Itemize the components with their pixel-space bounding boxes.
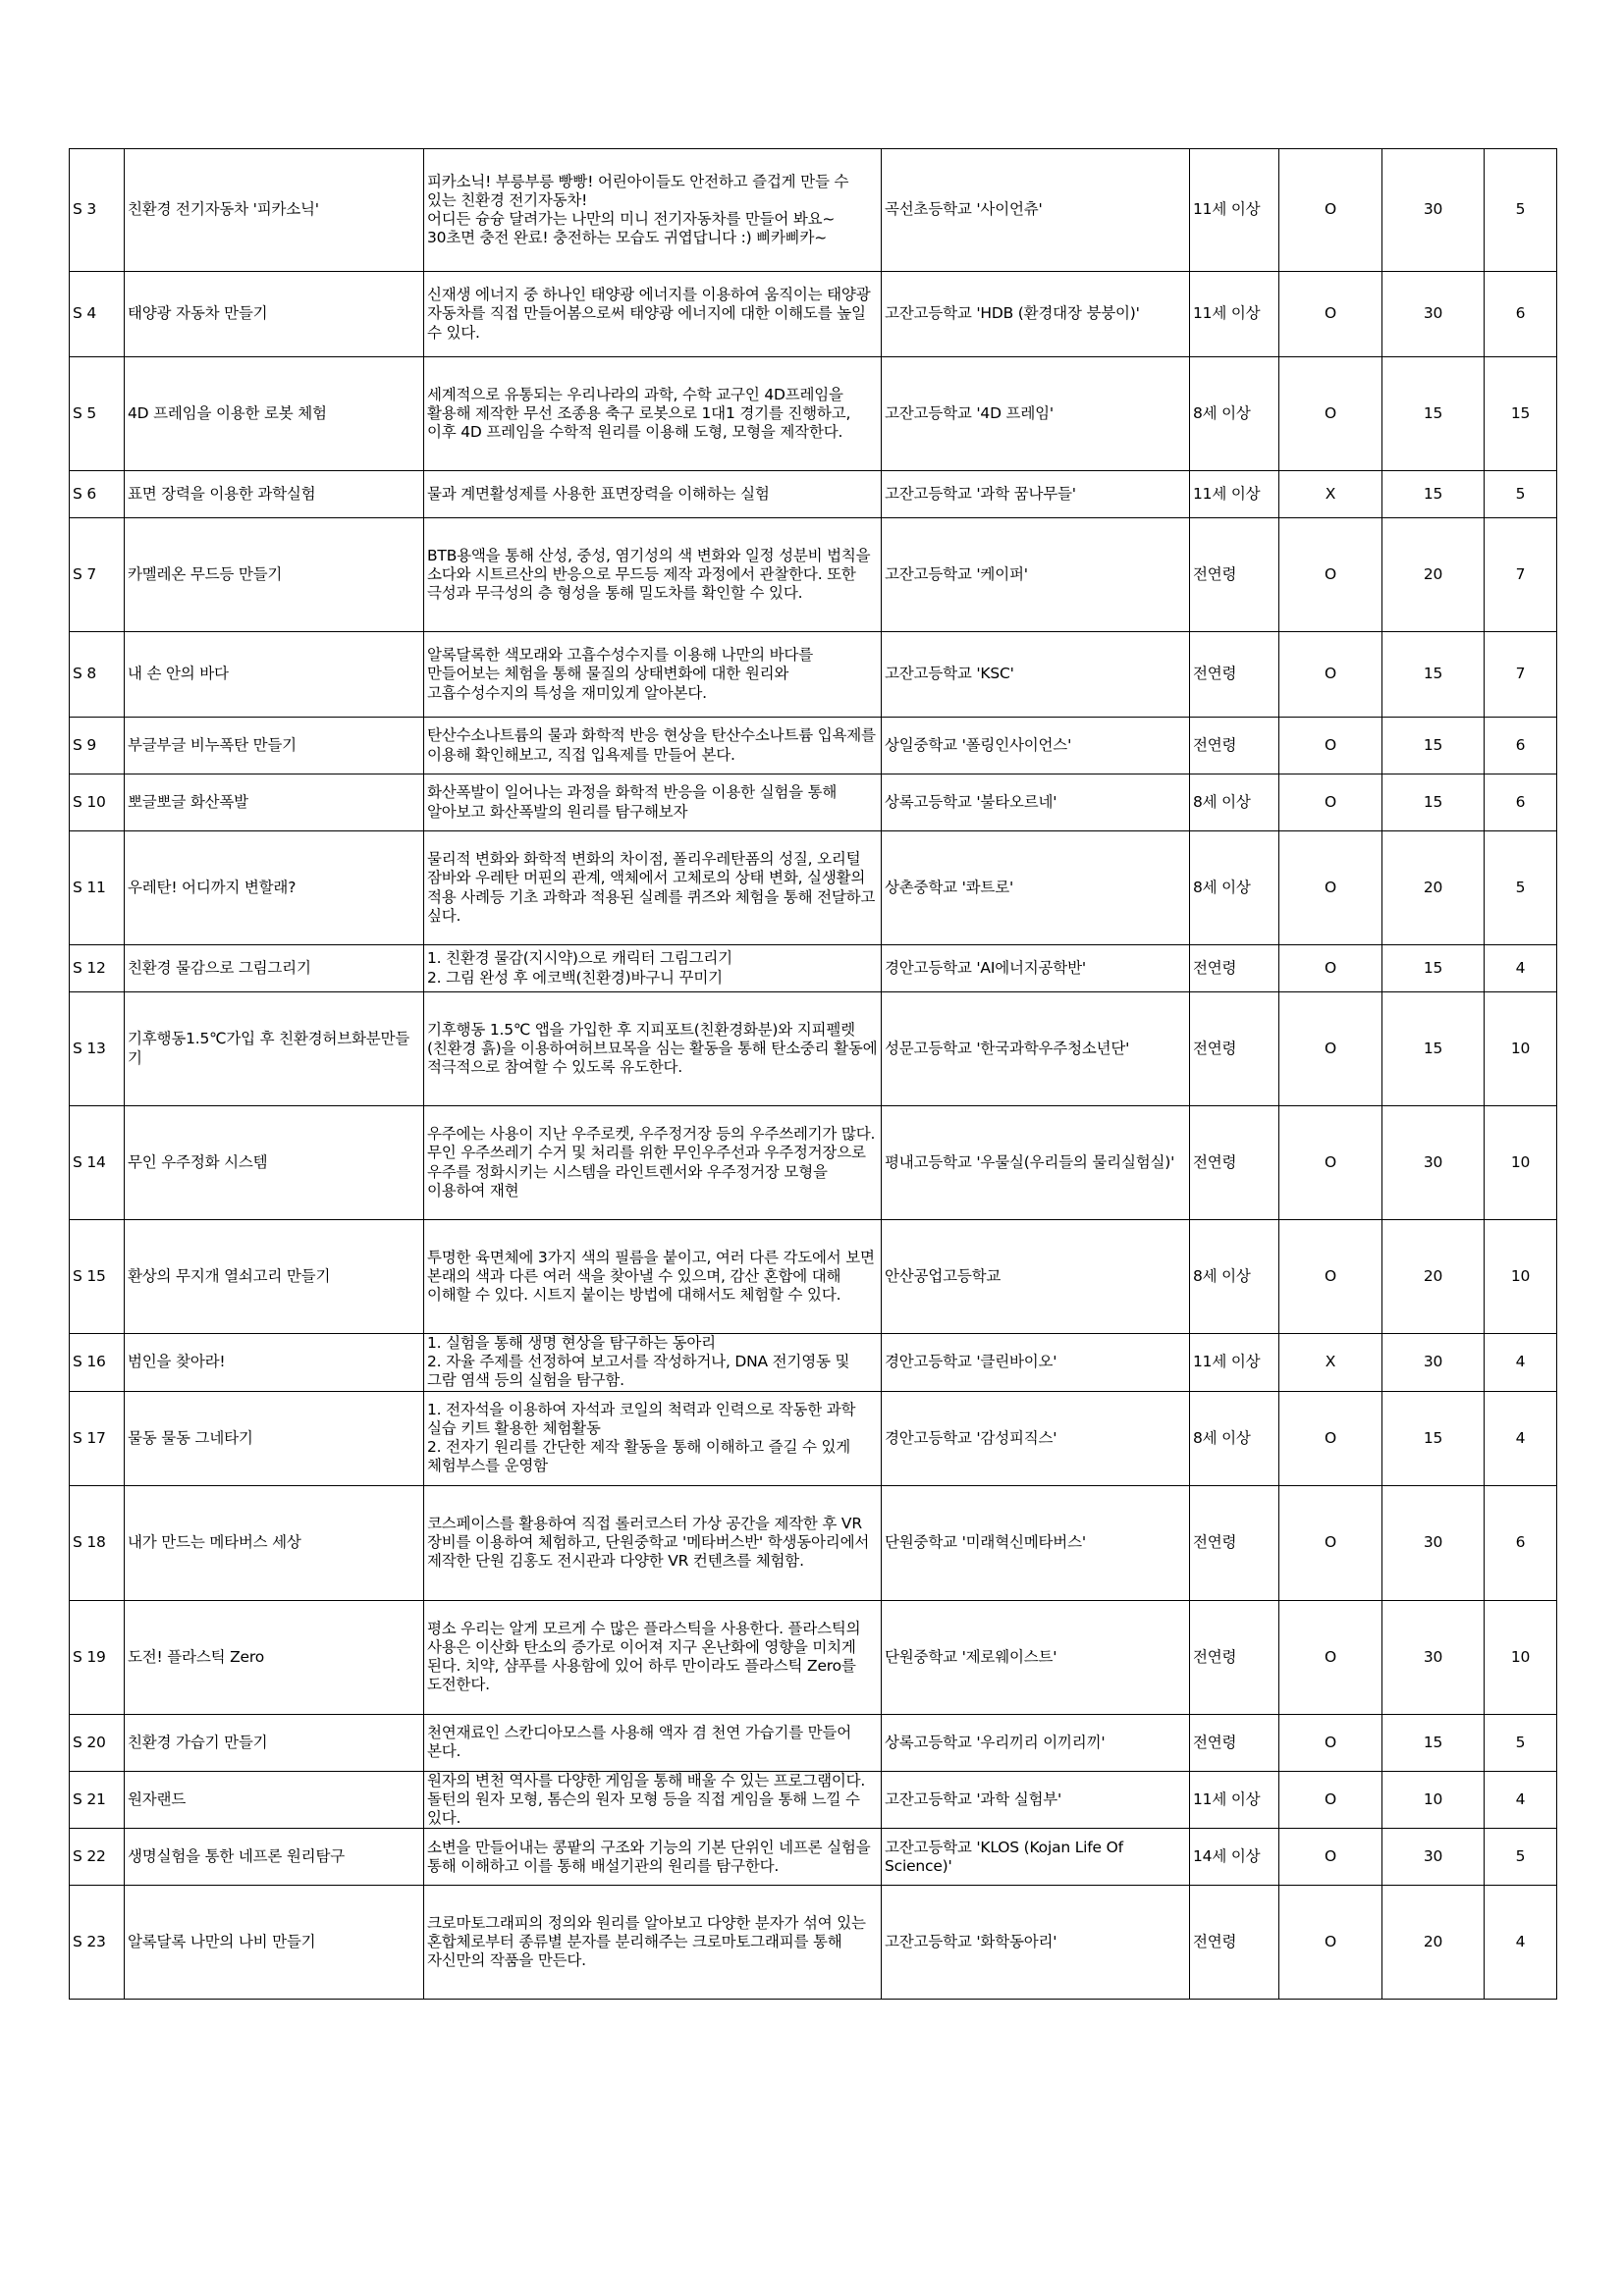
program-ox: O [1279, 718, 1382, 774]
program-school: 평내고등학교 '우물실(우리들의 물리실험실)' [882, 1106, 1190, 1220]
program-ox: O [1279, 1829, 1382, 1886]
program-school: 단원중학교 '제로웨이스트' [882, 1600, 1190, 1714]
program-description: 1. 전자석을 이용하여 자석과 코일의 척력과 인력으로 작동한 과학 실습 키트 활용한 체험활동 2. 전자기 원리를 간단한 제작 활동을 통해 이해하고 즐길 수 있게 체험부스를 운영함 [424, 1391, 882, 1485]
program-count: 15 [1485, 357, 1557, 471]
program-ox: O [1279, 1771, 1382, 1829]
program-title: 4D 프레임을 이용한 로봇 체험 [125, 357, 424, 471]
program-ox: O [1279, 149, 1382, 272]
program-age: 8세 이상 [1190, 357, 1279, 471]
table-row [70, 1600, 1557, 1714]
program-school: 곡선초등학교 '사이언츄' [882, 149, 1190, 272]
program-capacity: 15 [1382, 992, 1485, 1106]
program-description: 코스페이스를 활용하여 직접 롤러코스터 가상 공간을 제작한 후 VR 장비를 이용하여 체험하고, 단원중학교 '메타버스반' 학생동아리에서 제작한 단원 김홍도 전시관과 다양한 VR 컨텐츠를 체험함. [424, 1485, 882, 1600]
program-age: 전연령 [1190, 945, 1279, 992]
program-title: 내가 만드는 메타버스 세상 [125, 1485, 424, 1600]
program-age: 전연령 [1190, 1485, 1279, 1600]
program-school: 고잔고등학교 '케이퍼' [882, 518, 1190, 632]
program-school: 고잔고등학교 'KSC' [882, 632, 1190, 718]
program-capacity: 15 [1382, 632, 1485, 718]
program-age: 전연령 [1190, 1600, 1279, 1714]
table-row [70, 272, 1557, 357]
program-count: 5 [1485, 831, 1557, 945]
program-capacity: 20 [1382, 831, 1485, 945]
program-age: 11세 이상 [1190, 149, 1279, 272]
program-description: 원자의 변천 역사를 다양한 게임을 통해 배울 수 있는 프로그램이다. 돌턴의 원자 모형, 톰슨의 원자 모형 등을 직접 게임을 통해 느낄 수 있다. [424, 1771, 882, 1829]
program-title: 친환경 가습기 만들기 [125, 1714, 424, 1771]
program-capacity: 20 [1382, 518, 1485, 632]
program-title: 내 손 안의 바다 [125, 632, 424, 718]
table-row [70, 1886, 1557, 2000]
program-description: 투명한 육면체에 3가지 색의 필름을 붙이고, 여러 다른 각도에서 보면 본래의 색과 다른 여러 색을 찾아낼 수 있으며, 감산 혼합에 대해 이해할 수 있다. 시트지 붙이는 방법에 대해서도 체험할 수 있다. [424, 1220, 882, 1334]
program-school: 고잔고등학교 'HDB (환경대장 붕붕이)' [882, 272, 1190, 357]
program-code: S 3 [70, 149, 125, 272]
program-title: 원자랜드 [125, 1771, 424, 1829]
program-code: S 14 [70, 1106, 125, 1220]
program-code: S 8 [70, 632, 125, 718]
program-table [69, 148, 1557, 2000]
table-row [70, 945, 1557, 992]
program-capacity: 15 [1382, 1391, 1485, 1485]
program-age: 8세 이상 [1190, 831, 1279, 945]
program-school: 상촌중학교 '콰트로' [882, 831, 1190, 945]
program-count: 5 [1485, 471, 1557, 518]
program-title: 기후행동1.5℃가입 후 친환경허브화분만들기 [125, 992, 424, 1106]
program-ox: O [1279, 272, 1382, 357]
program-description: 화산폭발이 일어나는 과정을 화학적 반응을 이용한 실험을 통해 알아보고 화산폭발의 원리를 탐구해보자 [424, 774, 882, 831]
program-age: 전연령 [1190, 1106, 1279, 1220]
table-row [70, 1771, 1557, 1829]
table-row [70, 1334, 1557, 1392]
program-description: 물리적 변화와 화학적 변화의 차이점, 폴리우레탄폼의 성질, 오리털 잠바와 우레탄 머핀의 관계, 액체에서 고체로의 상태 변화, 실생활의 적용 사례등 기초 과학과 적용된 실례를 퀴즈와 체험을 통해 전달하고 싶다. [424, 831, 882, 945]
program-description: 크로마토그래피의 정의와 원리를 알아보고 다양한 분자가 섞여 있는 혼합체로부터 종류별 분자를 분리해주는 크로마토그래피를 통해 자신만의 작품을 만든다. [424, 1886, 882, 2000]
table-row [70, 831, 1557, 945]
program-code: S 20 [70, 1714, 125, 1771]
program-count: 5 [1485, 1714, 1557, 1771]
program-school: 단원중학교 '미래혁신메타버스' [882, 1485, 1190, 1600]
program-ox: O [1279, 1600, 1382, 1714]
program-ox: X [1279, 471, 1382, 518]
table-row [70, 471, 1557, 518]
program-count: 4 [1485, 1771, 1557, 1829]
program-title: 우레탄! 어디까지 변할래? [125, 831, 424, 945]
program-ox: O [1279, 1106, 1382, 1220]
table-row [70, 518, 1557, 632]
program-ox: O [1279, 518, 1382, 632]
table-row [70, 1714, 1557, 1771]
program-code: S 23 [70, 1886, 125, 2000]
program-code: S 22 [70, 1829, 125, 1886]
program-code: S 11 [70, 831, 125, 945]
program-title: 환상의 무지개 열쇠고리 만들기 [125, 1220, 424, 1334]
program-capacity: 15 [1382, 357, 1485, 471]
program-age: 11세 이상 [1190, 1771, 1279, 1829]
program-age: 11세 이상 [1190, 1334, 1279, 1392]
program-code: S 9 [70, 718, 125, 774]
program-description: 물과 계면활성제를 사용한 표면장력을 이해하는 실험 [424, 471, 882, 518]
program-school: 고잔고등학교 '화학동아리' [882, 1886, 1190, 2000]
program-age: 8세 이상 [1190, 1391, 1279, 1485]
program-code: S 16 [70, 1334, 125, 1392]
program-description: 1. 친환경 물감(지시약)으로 캐릭터 그림그리기 2. 그림 완성 후 에코백(친환경)바구니 꾸미기 [424, 945, 882, 992]
program-school: 상록고등학교 '불타오르네' [882, 774, 1190, 831]
program-ox: O [1279, 1391, 1382, 1485]
program-description: 1. 실험을 통해 생명 현상을 탐구하는 동아리 2. 자율 주제를 선정하여 보고서를 작성하거나, DNA 전기영동 및 그람 염색 등의 실험을 탐구함. [424, 1334, 882, 1392]
program-code: S 6 [70, 471, 125, 518]
program-count: 10 [1485, 1106, 1557, 1220]
program-capacity: 30 [1382, 1600, 1485, 1714]
program-age: 8세 이상 [1190, 774, 1279, 831]
program-capacity: 30 [1382, 1829, 1485, 1886]
program-count: 6 [1485, 272, 1557, 357]
program-count: 6 [1485, 774, 1557, 831]
program-count: 5 [1485, 1829, 1557, 1886]
program-school: 경안고등학교 'AI에너지공학반' [882, 945, 1190, 992]
program-code: S 13 [70, 992, 125, 1106]
program-age: 전연령 [1190, 518, 1279, 632]
program-school: 고잔고등학교 '4D 프레임' [882, 357, 1190, 471]
program-age: 8세 이상 [1190, 1220, 1279, 1334]
program-description: 피카소닉! 부릉부릉 빵빵! 어린아이들도 안전하고 즐겁게 만들 수 있는 친환경 전기자동차! 어디든 슝슝 달려가는 나만의 미니 전기자동차를 만들어 봐요~ 30초면 충전 완료! 충전하는 모습도 귀엽답니다 :) 삐카삐카~ [424, 149, 882, 272]
program-title: 친환경 물감으로 그림그리기 [125, 945, 424, 992]
program-description: 평소 우리는 알게 모르게 수 많은 플라스틱을 사용한다. 플라스틱의 사용은 이산화 탄소의 증가로 이어져 지구 온난화에 영향을 미치게 된다. 치약, 샴푸를 사용함에 있어 하루 만이라도 플라스틱 Zero를 도전한다. [424, 1600, 882, 1714]
program-code: S 17 [70, 1391, 125, 1485]
program-capacity: 20 [1382, 1220, 1485, 1334]
program-school: 상록고등학교 '우리끼리 이끼리끼' [882, 1714, 1190, 1771]
program-capacity: 15 [1382, 945, 1485, 992]
program-school: 고잔고등학교 '과학 실험부' [882, 1771, 1190, 1829]
program-ox: O [1279, 1886, 1382, 2000]
program-ox: O [1279, 774, 1382, 831]
program-capacity: 15 [1382, 718, 1485, 774]
program-count: 4 [1485, 1334, 1557, 1392]
table-row [70, 632, 1557, 718]
program-description: 탄산수소나트륨의 물과 화학적 반응 현상을 탄산수소나트륨 입욕제를 이용해 확인해보고, 직접 입욕제를 만들어 본다. [424, 718, 882, 774]
program-count: 4 [1485, 1391, 1557, 1485]
program-capacity: 30 [1382, 149, 1485, 272]
program-description: 세계적으로 유통되는 우리나라의 과학, 수학 교구인 4D프레임을 활용해 제작한 무선 조종용 축구 로봇으로 1대1 경기를 진행하고, 이후 4D 프레임을 수학적 원리를 이용해 도형, 모형을 제작한다. [424, 357, 882, 471]
table-row [70, 992, 1557, 1106]
program-age: 전연령 [1190, 1886, 1279, 2000]
program-age: 전연령 [1190, 718, 1279, 774]
program-code: S 19 [70, 1600, 125, 1714]
program-description: 천연재료인 스칸디아모스를 사용해 액자 겸 천연 가습기를 만들어 본다. [424, 1714, 882, 1771]
program-code: S 10 [70, 774, 125, 831]
program-capacity: 15 [1382, 471, 1485, 518]
program-capacity: 15 [1382, 774, 1485, 831]
program-age: 11세 이상 [1190, 471, 1279, 518]
program-capacity: 30 [1382, 1485, 1485, 1600]
program-ox: O [1279, 945, 1382, 992]
program-description: BTB용액을 통해 산성, 중성, 염기성의 색 변화와 일정 성분비 법칙을 소다와 시트르산의 반응으로 무드등 제작 과정에서 관찰한다. 또한 극성과 무극성의 층 형성을 통해 밀도차를 확인할 수 있다. [424, 518, 882, 632]
table-row [70, 1220, 1557, 1334]
table-body [70, 149, 1557, 2000]
table-row [70, 1485, 1557, 1600]
program-school: 성문고등학교 '한국과학우주청소년단' [882, 992, 1190, 1106]
program-school: 고잔고등학교 'KLOS (Kojan Life Of Science)' [882, 1829, 1190, 1886]
program-code: S 5 [70, 357, 125, 471]
program-title: 친환경 전기자동차 '피카소닉' [125, 149, 424, 272]
program-title: 카멜레온 무드등 만들기 [125, 518, 424, 632]
program-school: 경안고등학교 '감성피직스' [882, 1391, 1190, 1485]
program-code: S 15 [70, 1220, 125, 1334]
program-capacity: 20 [1382, 1886, 1485, 2000]
program-school: 고잔고등학교 '과학 꿈나무들' [882, 471, 1190, 518]
table-row [70, 774, 1557, 831]
program-count: 10 [1485, 992, 1557, 1106]
program-title: 태양광 자동차 만들기 [125, 272, 424, 357]
program-capacity: 30 [1382, 1334, 1485, 1392]
program-capacity: 30 [1382, 272, 1485, 357]
program-capacity: 15 [1382, 1714, 1485, 1771]
program-ox: O [1279, 831, 1382, 945]
program-title: 도전! 플라스틱 Zero [125, 1600, 424, 1714]
program-description: 기후행동 1.5℃ 앱을 가입한 후 지피포트(친환경화분)와 지피펠렛(친환경 흙)을 이용하여허브묘목을 심는 활동을 통해 탄소중리 활동에 적극적으로 참여할 수 있도록 유도한다. [424, 992, 882, 1106]
program-school: 안산공업고등학교 [882, 1220, 1190, 1334]
program-count: 4 [1485, 945, 1557, 992]
program-ox: O [1279, 357, 1382, 471]
program-capacity: 10 [1382, 1771, 1485, 1829]
program-description: 알록달록한 색모래와 고흡수성수지를 이용해 나만의 바다를 만들어보는 체험을 통해 물질의 상태변화에 대한 원리와 고흡수성수지의 특성을 재미있게 알아본다. [424, 632, 882, 718]
table-row [70, 1391, 1557, 1485]
table-row [70, 1106, 1557, 1220]
program-ox: X [1279, 1334, 1382, 1392]
program-count: 4 [1485, 1886, 1557, 2000]
program-ox: O [1279, 1714, 1382, 1771]
program-description: 우주에는 사용이 지난 우주로켓, 우주정거장 등의 우주쓰레기가 많다. 무인 우주쓰레기 수거 및 처리를 위한 무인우주선과 우주정거장으로 우주를 정화시키는 시스템을 라인트렌서와 우주정거장 모형을 이용하여 재현 [424, 1106, 882, 1220]
program-description: 소변을 만들어내는 콩팥의 구조와 기능의 기본 단위인 네프론 실험을 통해 이해하고 이를 통해 배설기관의 원리를 탐구한다. [424, 1829, 882, 1886]
program-count: 10 [1485, 1600, 1557, 1714]
program-count: 10 [1485, 1220, 1557, 1334]
program-count: 6 [1485, 718, 1557, 774]
program-title: 뽀글뽀글 화산폭발 [125, 774, 424, 831]
program-ox: O [1279, 992, 1382, 1106]
program-description: 신재생 에너지 중 하나인 태양광 에너지를 이용하여 움직이는 태양광 자동차를 직접 만들어봄으로써 태양광 에너지에 대한 이해도를 높일 수 있다. [424, 272, 882, 357]
program-age: 11세 이상 [1190, 272, 1279, 357]
table-row [70, 1829, 1557, 1886]
program-title: 무인 우주정화 시스템 [125, 1106, 424, 1220]
program-age: 전연령 [1190, 992, 1279, 1106]
table-row [70, 149, 1557, 272]
program-age: 14세 이상 [1190, 1829, 1279, 1886]
program-title: 물동 물동 그네타기 [125, 1391, 424, 1485]
program-title: 범인을 찾아라! [125, 1334, 424, 1392]
program-count: 7 [1485, 518, 1557, 632]
program-capacity: 30 [1382, 1106, 1485, 1220]
program-title: 알록달록 나만의 나비 만들기 [125, 1886, 424, 2000]
program-count: 6 [1485, 1485, 1557, 1600]
program-code: S 7 [70, 518, 125, 632]
program-school: 경안고등학교 '클린바이오' [882, 1334, 1190, 1392]
program-title: 부글부글 비누폭탄 만들기 [125, 718, 424, 774]
program-ox: O [1279, 1220, 1382, 1334]
program-ox: O [1279, 1485, 1382, 1600]
program-age: 전연령 [1190, 632, 1279, 718]
program-count: 7 [1485, 632, 1557, 718]
program-age: 전연령 [1190, 1714, 1279, 1771]
program-code: S 12 [70, 945, 125, 992]
table-row [70, 718, 1557, 774]
program-code: S 18 [70, 1485, 125, 1600]
program-school: 상일중학교 '폴링인사이언스' [882, 718, 1190, 774]
program-title: 표면 장력을 이용한 과학실험 [125, 471, 424, 518]
program-ox: O [1279, 632, 1382, 718]
program-code: S 4 [70, 272, 125, 357]
table-row [70, 357, 1557, 471]
program-count: 5 [1485, 149, 1557, 272]
program-title: 생명실험을 통한 네프론 원리탐구 [125, 1829, 424, 1886]
program-code: S 21 [70, 1771, 125, 1829]
